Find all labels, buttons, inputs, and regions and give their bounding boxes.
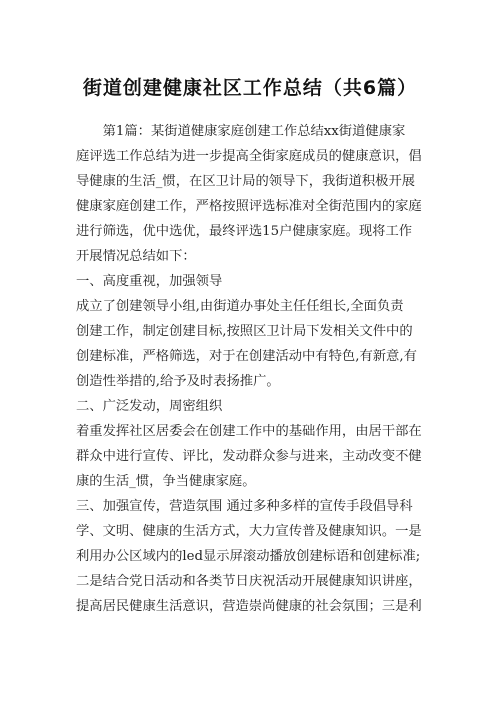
body-line: 二是结合党日活动和各类节日庆祝活动开展健康知识讲座， [76, 574, 422, 589]
body-line: 创建标准，严格筛选，对于在创建活动中有特色,有新意,有 [76, 349, 417, 364]
document-body [76, 119, 436, 619]
body-line: 康的生活_惯，争当健康家庭。 [76, 474, 256, 489]
body-line: 健康家庭创建工作，严格按照评选标准对全街范围内的家庭 [76, 199, 422, 214]
section-heading: 一、高度重视，加强领导 [76, 274, 223, 289]
section-heading: 三、加强宣传，营造氛围 通过多种多样的宣传手段倡导科 [76, 499, 413, 514]
body-line: 创造性举措的,给予及时表扬推广。 [76, 374, 280, 389]
body-line: 导健康的生活_惯，在区卫计局的领导下，我街道积极开展 [76, 174, 416, 189]
body-line: 利用办公区域内的led显示屏滚动播放创建标语和创建标准; [76, 549, 421, 564]
body-line: 庭评选工作总结为进一步提高全街家庭成员的健康意识，倡 [76, 149, 422, 164]
section-heading: 二、广泛发动，周密组织 [76, 399, 223, 414]
body-line: 成立了创建领导小组,由街道办事处主任任组长,全面负责 [76, 299, 404, 314]
body-line: 第1篇：某街道健康家庭创建工作总结xx街道健康家 [76, 124, 406, 139]
body-line: 提高居民健康生活意识，营造崇尚健康的社会氛围；三是利 [76, 599, 422, 614]
body-line: 群众中进行宣传、评比，发动群众参与进来，主动改变不健 [76, 449, 422, 464]
body-line: 着重发挥社区居委会在创建工作中的基础作用，由居干部在 [76, 424, 422, 439]
body-line: 学、文明、健康的生活方式，大力宣传普及健康知识。一是 [76, 524, 422, 539]
body-line: 进行筛选，优中选优，最终评选15户健康家庭。现将工作 [76, 224, 413, 239]
document-title: 街道创建健康社区工作总结（共6篇） [82, 77, 418, 99]
body-line: 创建工作，制定创建目标,按照区卫计局下发相关文件中的 [76, 324, 413, 339]
body-line: 开展情况总结如下： [76, 249, 196, 264]
